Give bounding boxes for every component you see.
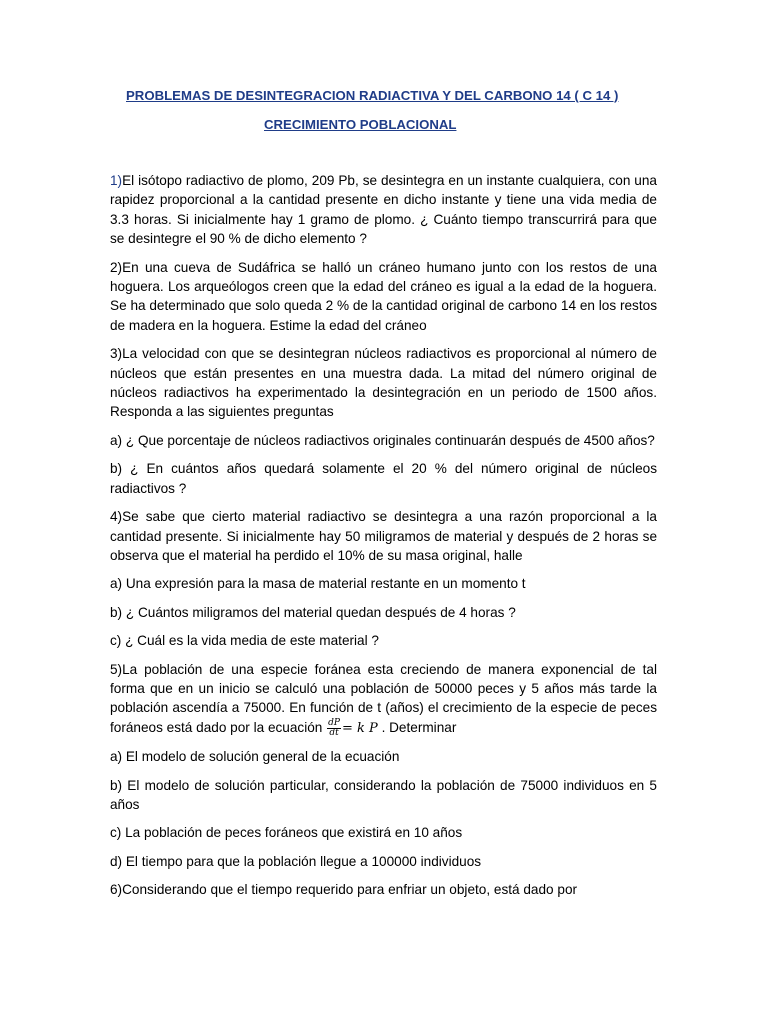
problem-1 (110, 171, 657, 249)
problem-5 (110, 660, 657, 739)
problem-5-text: 5)La población de una especie foránea esta creciendo de manera exponencial de tal forma que en un inicio se calculó una población de 50000 peces y 5 años más tarde la población ascendía a 75000. En función de t (años) el crecimiento de la especie de peces foráneos está dado por la ecuación (110, 661, 657, 735)
page-subtitle: CRECIMIENTO POBLACIONAL (264, 117, 457, 132)
problem-4a: a) Una expresión para la masa de material restante en un momento t (110, 576, 526, 592)
problem-5c: c) La población de peces foráneos que existirá en 10 años (110, 825, 463, 841)
problem-3b: b) ¿ En cuántos años quedará solamente el 20 % del número original de núcleos radiactivos ? (110, 461, 657, 496)
problem-6: 6)Considerando que el tiempo requerido para enfriar un objeto, está dado por (110, 882, 578, 898)
problem-4c: c) ¿ Cuál es la vida media de este material ? (110, 633, 379, 649)
problem-1-text: El isótopo radiactivo de plomo, 209 Pb, se desintegra en un instante cualquiera, con una rapidez proporcional a la cantidad presente en dicho instante y tiene una vida media de 3.3 horas. Si inicialmente hay 1 gramo de plomo. ¿ Cuánto tiempo transcurrirá para que se desintegre el 90 % de dicho elemento ? (110, 173, 657, 247)
fraction-denominator: dt (329, 727, 339, 738)
derivative-fraction (327, 719, 341, 738)
page-title-text: PROBLEMAS DE DESINTEGRACION RADIACTIVA Y DEL CARBONO 14 ( C 14 ) (126, 88, 619, 103)
problem-3a: a) ¿ Que porcentaje de núcleos radiactivos originales continuarán después de 4500 años? (110, 432, 655, 448)
problem-5a: a) El modelo de solución general de la ecuación (110, 749, 400, 765)
problem-5b: b) El modelo de solución particular, considerando la población de 75000 individuos en 5 años (110, 777, 657, 812)
problem-3: 3)La velocidad con que se desintegran núcleos radiactivos es proporcional al número de núcleos que están presentes en una muestra dada. La mitad del número original de núcleos radiactivos ha experimentado la desintegración en un periodo de 1500 años. Responda a las siguientes preguntas (110, 346, 657, 420)
problem-4b: b) ¿ Cuántos miligramos del material quedan después de 4 horas ? (110, 604, 516, 620)
problem-1-number: 1) (110, 173, 123, 188)
equation-rhs: = k P (341, 720, 378, 736)
problem-list (110, 171, 657, 909)
problem-4: 4)Se sabe que cierto material radiactivo se desintegra a una razón proporcional a la cantidad presente. Si inicialmente hay 50 miligramos de material y después de 2 horas se observa que el material ha perdido el 10% de su masa original, halle (110, 509, 657, 563)
problem-2: 2)En una cueva de Sudáfrica se halló un cráneo humano junto con los restos de una hoguera. Los arqueólogos creen que la edad del cráneo es igual a la edad de la hoguera. Se ha determinado que solo queda 2 % de la cantidad original de carbono 14 en los restos de madera en la hoguera. Estime la edad del cráneo (110, 259, 657, 333)
page-title (112, 88, 632, 103)
problem-5d: d) El tiempo para que la población llegue a 100000 individuos (110, 853, 482, 869)
problem-5-tail: . Determinar (381, 719, 457, 735)
fraction-numerator: dP (328, 717, 340, 728)
